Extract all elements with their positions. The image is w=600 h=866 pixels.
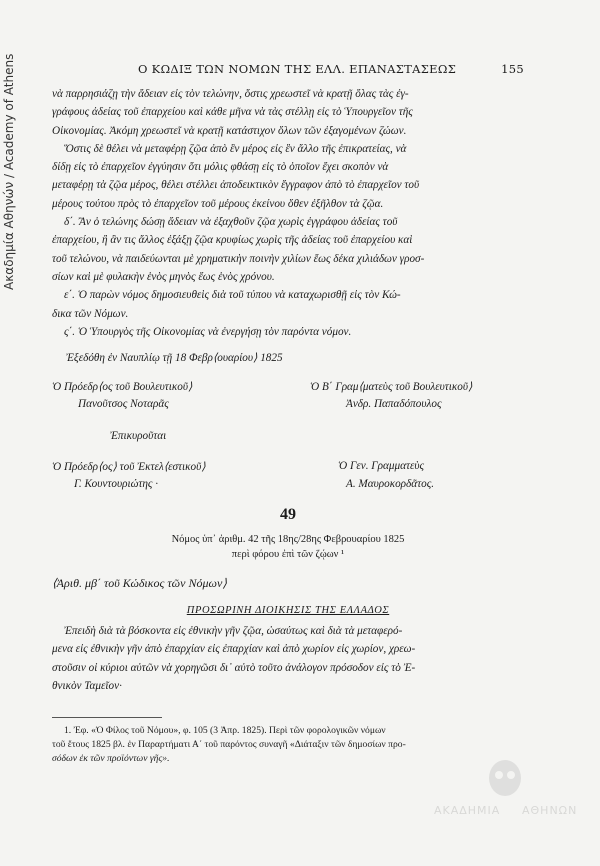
signature-right-name-2: Α. Μαυροκορδᾶτος. [346, 478, 435, 491]
watermark-right: ΑΘΗΝΩΝ [522, 804, 578, 817]
signature-block [52, 372, 524, 492]
code-reference: ⟨Ἀριθ. μβ΄ τοῦ Κώδικος τῶν Νόμων⟩ [52, 576, 227, 591]
ratification-label: Ἐπικυροῦται [110, 430, 167, 443]
signature-left-title-2: Ὁ Πρόεδρ⟨ος⟩ τοῦ Ἐκτελ⟨εστικοῦ⟩ [52, 461, 206, 474]
authority-heading: ΠΡΟΣΩΡΙΝΗ ΔΙΟΙΚΗΣΙΣ ΤΗΣ ΕΛΛΑΔΟΣ [186, 605, 390, 617]
body-line: τοῦ τελώνου, νὰ παιδεύωνται μὲ χρηματικὴν ποινὴν χιλίων ἕως δέκα χιλιάδων γροσ- [52, 252, 425, 265]
body-line: Οἰκονομίας. Ἀκόμη χρεωστεῖ νὰ κρατῇ κατάστιχον ὅλων τῶν ἐξαγομένων ζώων. [52, 124, 407, 137]
issue-date-line: Ἐξεδόθη ἐν Ναυπλίῳ τῇ 18 Φεβρ⟨ουαρίου⟩ 1825 [66, 352, 283, 365]
article-d: δ΄. Ἂν ὁ τελώνης δώσῃ ἄδειαν νὰ ἐξαχθοῦν ζῷα χωρὶς ἐγγράφου ἀδείας τοῦ [64, 216, 398, 229]
preamble-line: στοῦσιν οἱ κύριοι αὐτῶν νὰ χορηγῶσι δι᾽ αὐτὸ τοῦτο ἀνάλογον πρόσοδον εἰς τὸ Ἐ- [52, 661, 416, 674]
signature-right-title-1: Ὁ Β΄ Γραμ⟨ματεὺς τοῦ Βουλευτικοῦ⟩ [310, 381, 473, 394]
watermark-left: ΑΚΑΔΗΜΙΑ [434, 804, 501, 817]
footnote-line: 1. Ἐφ. «Ὁ Φίλος τοῦ Νόμου», φ. 105 (3 Ἀπρ. 1825). Περὶ τῶν φορολογικῶν νόμων [64, 725, 386, 737]
law-title-line-2: περὶ φόρου ἐπὶ τῶν ζῴων ¹ [231, 549, 345, 561]
page-number: 155 [501, 62, 524, 76]
body-line: δίδῃ εἰς τὸ ἐπαρχεῖον ἐγγύησιν ὅτι μόλις φθάσῃ εἰς τὸ ὁποῖον ἔχει σκοπὸν νὰ [52, 161, 389, 174]
law-title-line-1: Νόμος ὑπ᾽ ἀριθμ. 42 τῆς 18ης/28ης Φεβρουαρίου 1825 [171, 534, 405, 546]
article-e: ε΄. Ὁ παρὼν νόμος δημοσιευθεὶς διὰ τοῦ τύπου νὰ καταχωρισθῇ εἰς τὸν Κώ- [64, 289, 401, 302]
preamble-line: θνικὸν Ταμεῖον· [52, 680, 122, 693]
law-body [52, 85, 524, 341]
preamble-line: μενα εἰς ἐθνικὴν γῆν ἀπὸ ἐπαρχίαν εἰς ἐπαρχίαν καὶ ἀπὸ χωρίον εἰς χωρίον, χρεω- [52, 643, 416, 656]
signature-right-title-2: Ὁ Γεν. Γραμματεὺς [338, 460, 425, 473]
side-credit [2, 40, 20, 290]
footnote-line: τοῦ ἔτους 1825 βλ. ἐν Παραρτήματι Α΄ τοῦ παρόντος συναγῆ «Διάταξιν τῶν δημοσίων προ- [52, 739, 406, 751]
article-st: ς΄. Ὁ Ὑπουργὸς τῆς Οἰκονομίας νὰ ἐνεργήσῃ τὸν παρόντα νόμον. [64, 325, 352, 338]
body-line: γράφους ἀδείας τοῦ ἐπαρχείου καὶ κάθε μῆνα νὰ τὰς στέλλῃ εἰς τὸ Ὑπουργεῖον τῆς [52, 106, 413, 119]
body-line: ἐπαρχείου, ἢ ἂν τις ἄλλος ἐξάξῃ ζῷα κρυφίως χωρὶς τῆς ἀδείας τοῦ ἐπαρχείου καὶ [52, 234, 413, 247]
law-title [52, 532, 524, 562]
signature-left-title-1: Ὁ Πρόεδρ⟨ος τοῦ Βουλευτικοῦ⟩ [52, 381, 193, 394]
preamble-line: Ἐπειδὴ διὰ τὰ βόσκοντα εἰς ἐθνικὴν γῆν ζῷα, ὡσαύτως καὶ διὰ τὰ μεταφερό- [64, 625, 403, 638]
academy-watermark [430, 756, 580, 826]
side-credit-text: Ακαδημία Αθηνών / Academy of Athens [2, 53, 16, 290]
running-head-title: Ο ΚΩΔΙΞ ΤΩΝ ΝΟΜΩΝ ΤΗΣ ΕΛΛ. ΕΠΑΝΑΣΤΑΣΕΩΣ [138, 62, 457, 76]
signature-left-name-2: Γ. Κουντουριώτης · [74, 478, 159, 491]
footnote-rule [52, 717, 162, 718]
signature-right-name-1: Ἀνδρ. Παπαδόπουλος [346, 398, 442, 411]
body-line: Ὅστις δὲ θέλει νὰ μεταφέρῃ ζῷα ἀπὸ ἓν μέρος εἰς ἓν ἄλλο τῆς ἐπικρατείας, νὰ [64, 142, 407, 155]
signature-left-name-1: Πανοῦτσος Νοταρᾶς [78, 398, 169, 411]
body-line: σίων καὶ μὲ φυλακὴν ἑνὸς μηνὸς ἕως ἑνὸς χρόνου. [52, 270, 275, 283]
body-line: δικα τῶν Νόμων. [52, 307, 129, 320]
body-line: νὰ παρρησιάζῃ τὴν ἄδειαν εἰς τὸν τελώνην, ὅστις χρεωστεῖ νὰ κρατῇ ὅλας τὰς ἐγ- [52, 88, 409, 100]
page [52, 58, 524, 766]
body-line: μέρους τούτου πρὸς τὸ ἐπαρχεῖον τοῦ μέρους ἐκείνου ὅθεν ἐξῆλθον τὰ ζῷα. [52, 197, 384, 210]
law-number: 49 [280, 506, 296, 524]
footnote-line: σόδων ἐκ τῶν προϊόντων γῆς». [52, 753, 170, 765]
body-line: μεταφέρῃ τὰ ζῷα μέρος, θέλει στέλλει ἀποδεικτικὸν ἔγγραφον ἀπὸ τὸ ἐπαρχεῖον τοῦ [52, 179, 420, 192]
running-head [52, 58, 524, 78]
preamble [52, 622, 524, 695]
